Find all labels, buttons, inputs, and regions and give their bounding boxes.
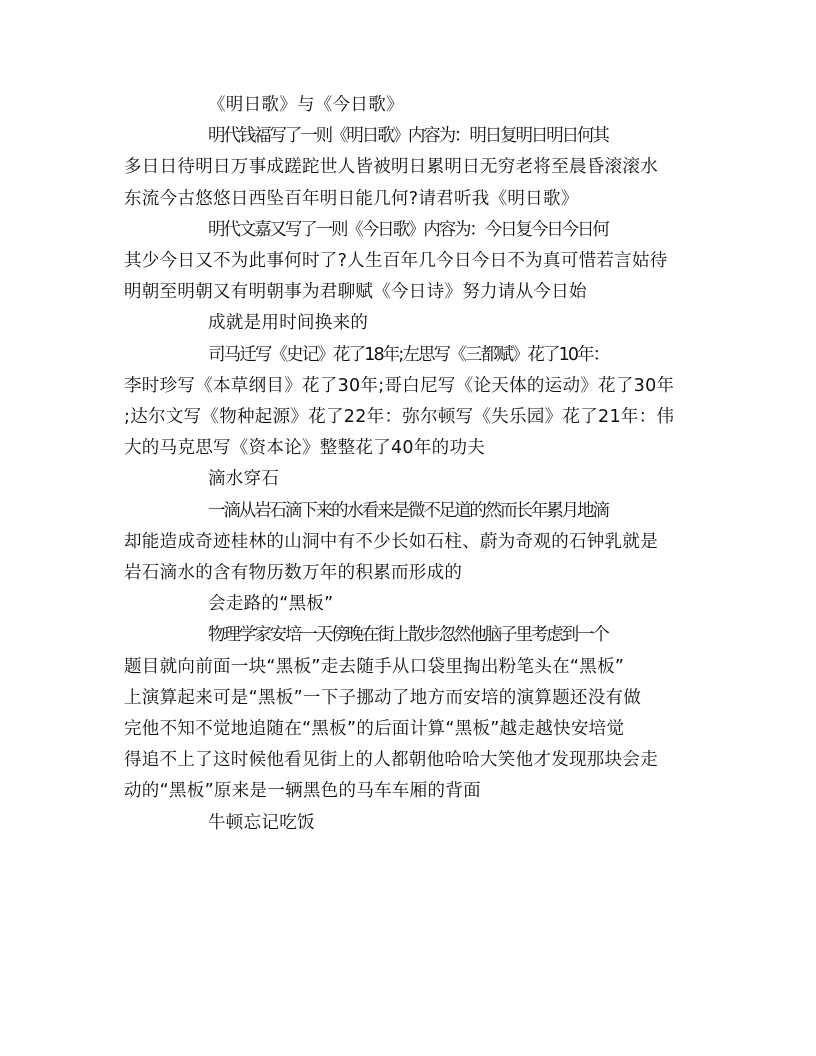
text-line: 成就是用时间换来的: [208, 313, 369, 334]
text-line: 司马迁写《史记》花了18年;左思写《三都赋》花了10年：: [208, 344, 609, 365]
text-line: 明代文嘉又写了一则《今日歌》内容为：今日复今日今日何: [208, 219, 608, 240]
document-body: [124, 90, 692, 839]
body-paragraph: [124, 121, 692, 215]
text-line: 明朝至明朝又有明朝事为君聊赋《今日诗》努力请从今日始: [124, 282, 587, 303]
section-heading: [124, 308, 692, 339]
text-line: 完他不知不觉地追随在“黑板”的后面计算“黑板”越走越快安培觉: [124, 719, 625, 740]
section-heading: [124, 589, 692, 620]
text-line: 滴水穿石: [208, 469, 280, 490]
body-paragraph: [124, 620, 692, 807]
section-heading: [124, 464, 692, 495]
text-line: 牛顿忘记吃饭: [208, 812, 315, 833]
text-line: 动的“黑板”原来是一辆黑色的马车车厢的背面: [124, 781, 481, 802]
text-line: 物理学家安培一天傍晚在街上散步忽然他脑子里考虑到一个: [208, 625, 608, 646]
text-line: 上演算起来可是“黑板”一下子挪动了地方而安培的演算题还没有做: [124, 687, 642, 708]
section-heading: [124, 808, 692, 839]
body-paragraph: [124, 340, 692, 465]
text-line: 其少今日又不为此事何时了?人生百年几今日今日不为真可惜若言姑待: [124, 251, 668, 272]
body-paragraph: [124, 215, 692, 309]
text-line: 多日日待明日万事成蹉跎世人皆被明日累明日无穷老将至晨昏滚滚水: [124, 157, 658, 178]
text-line: 岩石滴水的含有物历数万年的积累而形成的: [124, 563, 463, 584]
text-line: 李时珍写《本草纲目》花了30年;哥白尼写《论天体的运动》花了30年: [124, 375, 675, 396]
text-line: ;达尔文写《物种起源》花了22年：弥尔顿写《失乐园》花了21年：伟: [124, 407, 675, 428]
text-line: 一滴从岩石滴下来的水看来是微不足道的然而长年累月地滴: [208, 500, 608, 521]
text-line: 得追不上了这时候他看见街上的人都朝他哈哈大笑他才发现那块会走: [124, 750, 658, 771]
text-line: 题目就向前面一块“黑板”走去随手从口袋里掏出粉笔头在“黑板”: [124, 656, 625, 677]
text-line: 却能造成奇迹桂林的山洞中有不少长如石柱、蔚为奇观的石钟乳就是: [124, 531, 658, 552]
body-paragraph: [124, 496, 692, 590]
section-heading: [124, 90, 692, 121]
text-line: 《明日歌》与《今日歌》: [208, 95, 404, 115]
text-line: 东流今古悠悠日西坠百年明日能几何?请君听我《明日歌》: [124, 188, 579, 209]
text-line: 会走路的“黑板”: [208, 594, 334, 615]
text-line: 明代钱福写了一则《明日歌》内容为：明日复明日明日何其: [208, 126, 608, 147]
text-line: 大的马克思写《资本论》整整花了40年的功夫: [124, 438, 486, 459]
